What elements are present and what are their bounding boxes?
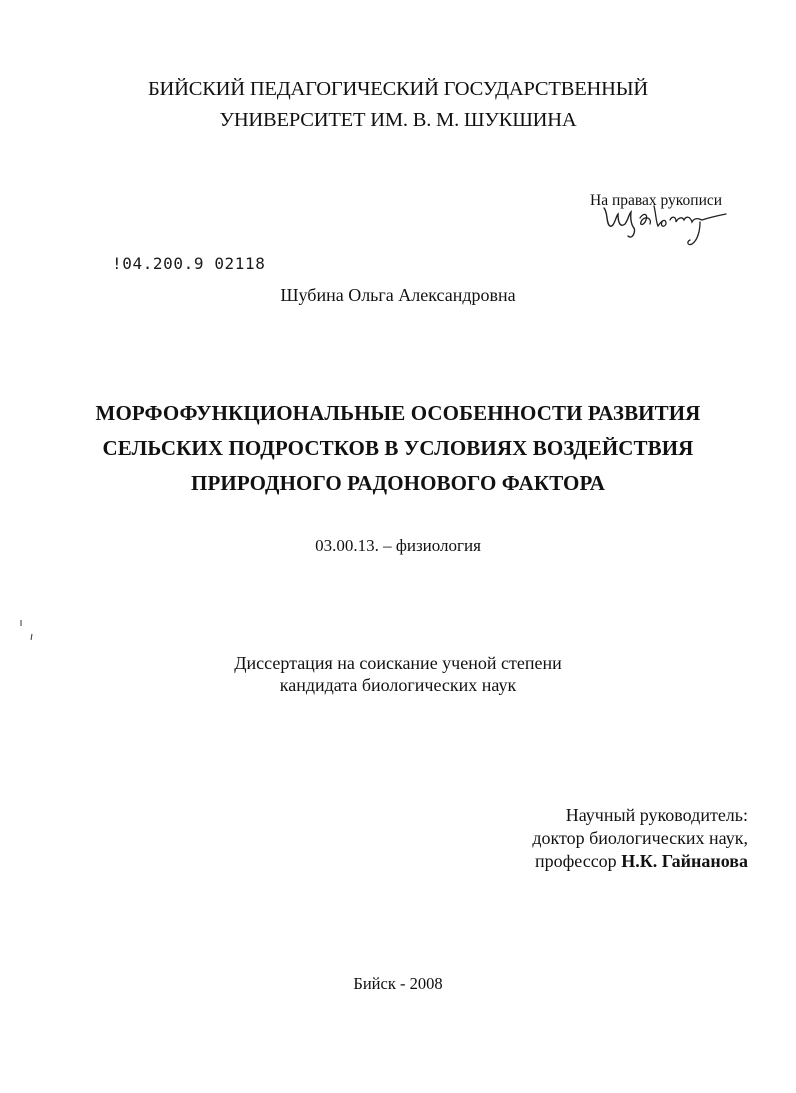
title-line-2: СЕЛЬСКИХ ПОДРОСТКОВ В УСЛОВИЯХ ВОЗДЕЙСТВИЯ xyxy=(102,436,694,460)
place-and-year: Бийск - 2008 xyxy=(353,974,443,993)
university-line-1: БИЙСКИЙ ПЕДАГОГИЧЕСКИЙ ГОСУДАРСТВЕННЫЙ xyxy=(147,78,649,100)
margin-scan-marks xyxy=(18,618,38,642)
dissertation-title xyxy=(0,396,796,501)
advisor-degree: доктор биологических наук, xyxy=(532,828,748,848)
university-name xyxy=(0,74,796,136)
title-line-3: ПРИРОДНОГО РАДОНОВОГО ФАКТОРА xyxy=(191,471,605,495)
degree-line-1: Диссертация на соискание ученой степени xyxy=(234,653,562,673)
degree-line-2: кандидата биологических наук xyxy=(279,675,517,695)
scientific-advisor xyxy=(532,804,748,873)
specialty-code: 03.00.13. – физиология xyxy=(315,536,481,555)
registry-number-stamp: !04.200.9 02118 xyxy=(112,254,266,273)
advisor-rank: профессор xyxy=(534,851,617,871)
university-line-2: УНИВЕРСИТЕТ ИМ. В. М. ШУКШИНА xyxy=(219,109,577,131)
author-name: Шубина Ольга Александровна xyxy=(280,285,516,305)
advisor-name: Н.К. Гайнанова xyxy=(621,851,748,871)
manuscript-rights-note: На правах рукописи xyxy=(590,192,723,209)
advisor-rank-name xyxy=(532,850,748,873)
advisor-label: Научный руководитель: xyxy=(565,805,748,825)
degree-statement xyxy=(0,652,796,696)
handwritten-signature xyxy=(598,196,738,252)
title-line-1: МОРФОФУНКЦИОНАЛЬНЫЕ ОСОБЕННОСТИ РАЗВИТИЯ xyxy=(95,401,701,425)
